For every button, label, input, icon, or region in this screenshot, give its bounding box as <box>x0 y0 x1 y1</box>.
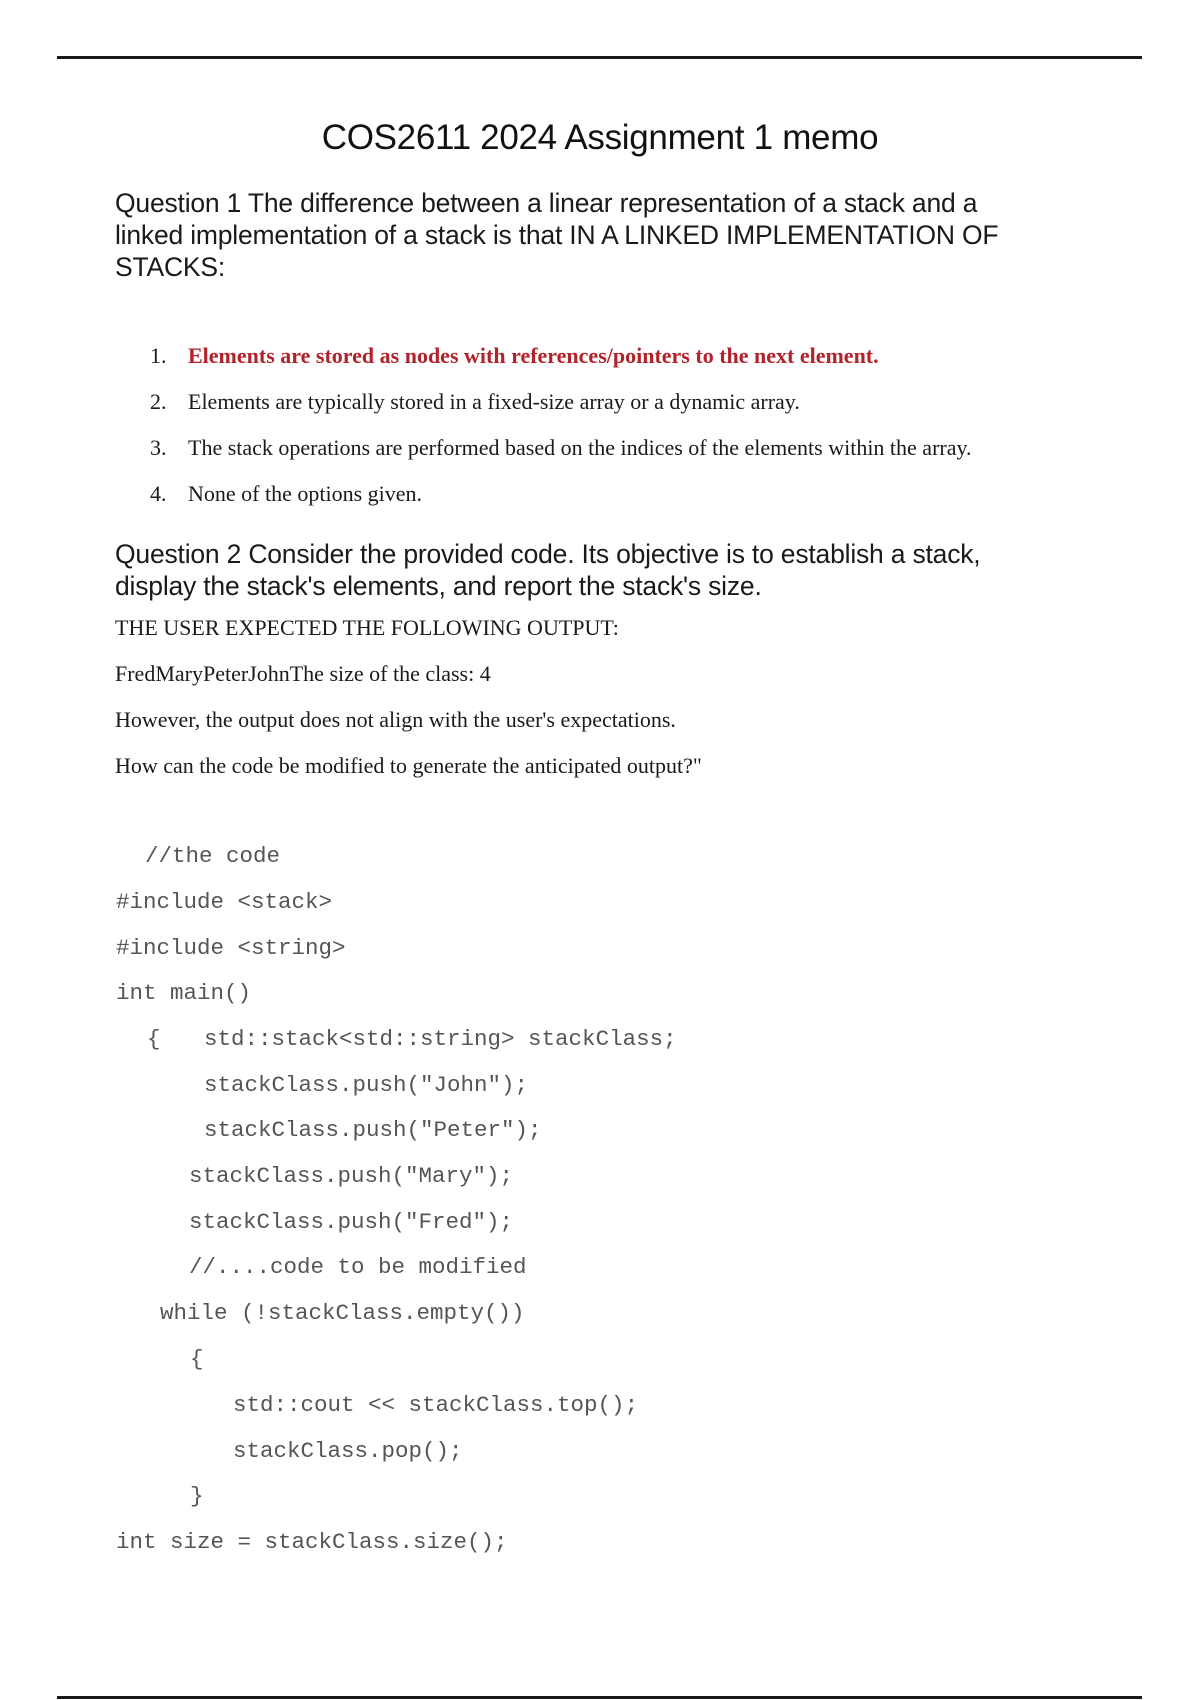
expected-output-label: THE USER EXPECTED THE FOLLOWING OUTPUT: <box>115 615 619 640</box>
code-line: //....code to be modified <box>189 1254 527 1280</box>
option-number: 4. <box>150 481 167 506</box>
code-line: stackClass.push("John"); <box>204 1072 529 1098</box>
question-2-heading-line: Question 2 Consider the provided code. Its objective is to establish a stack, <box>115 539 981 569</box>
code-line: stackClass.pop(); <box>233 1438 463 1464</box>
question-prompt: How can the code be modified to generate the anticipated output?" <box>115 753 702 778</box>
code-line: stackClass.push("Fred"); <box>189 1209 514 1235</box>
code-line: int main() <box>116 980 252 1006</box>
code-line: std::stack<std::string> stackClass; <box>204 1026 677 1052</box>
option-4 <box>150 478 972 524</box>
question-2-heading <box>115 538 1095 602</box>
option-1 <box>150 340 972 386</box>
top-rule <box>57 56 1142 59</box>
question-1-heading-line: Question 1 The difference between a linear representation of a stack and a <box>115 188 978 218</box>
question-1-options <box>150 340 972 524</box>
code-line: //the code <box>145 843 281 869</box>
code-line: int size = stackClass.size(); <box>116 1529 508 1555</box>
code-line: #include <stack> <box>116 889 333 915</box>
document-title: COS2611 2024 Assignment 1 memo <box>321 118 879 157</box>
option-text: The stack operations are performed based on the indices of the elements within the array. <box>188 435 972 460</box>
code-line: while (!stackClass.empty()) <box>160 1300 525 1326</box>
option-number: 2. <box>150 389 167 414</box>
question-2-heading-line: display the stack's elements, and report the stack's size. <box>115 571 762 601</box>
option-text-correct-answer: Elements are stored as nodes with references/pointers to the next element. <box>188 343 879 368</box>
code-line: #include <string> <box>116 935 346 961</box>
option-text: None of the options given. <box>188 481 423 506</box>
option-text: Elements are typically stored in a fixed-size array or a dynamic array. <box>188 389 800 414</box>
option-number: 1. <box>150 343 167 368</box>
mismatch-statement: However, the output does not align with the user's expectations. <box>115 707 676 732</box>
expected-output-value: FredMaryPeterJohnThe size of the class: 4 <box>115 661 491 686</box>
question-1-heading-line: linked implementation of a stack is that IN A LINKED IMPLEMENTATION OF <box>115 220 999 250</box>
question-1-heading <box>115 187 1095 283</box>
option-number: 3. <box>150 435 167 460</box>
option-2 <box>150 386 972 432</box>
code-line: stackClass.push("Peter"); <box>204 1117 542 1143</box>
code-line: stackClass.push("Mary"); <box>189 1163 514 1189</box>
bottom-rule <box>57 1696 1142 1699</box>
code-line: } <box>190 1483 204 1509</box>
code-line: std::cout << stackClass.top(); <box>233 1392 639 1418</box>
question-1-heading-line: STACKS: <box>115 252 226 282</box>
code-line: { <box>147 1026 161 1052</box>
code-line: { <box>190 1346 204 1372</box>
option-3 <box>150 432 972 478</box>
